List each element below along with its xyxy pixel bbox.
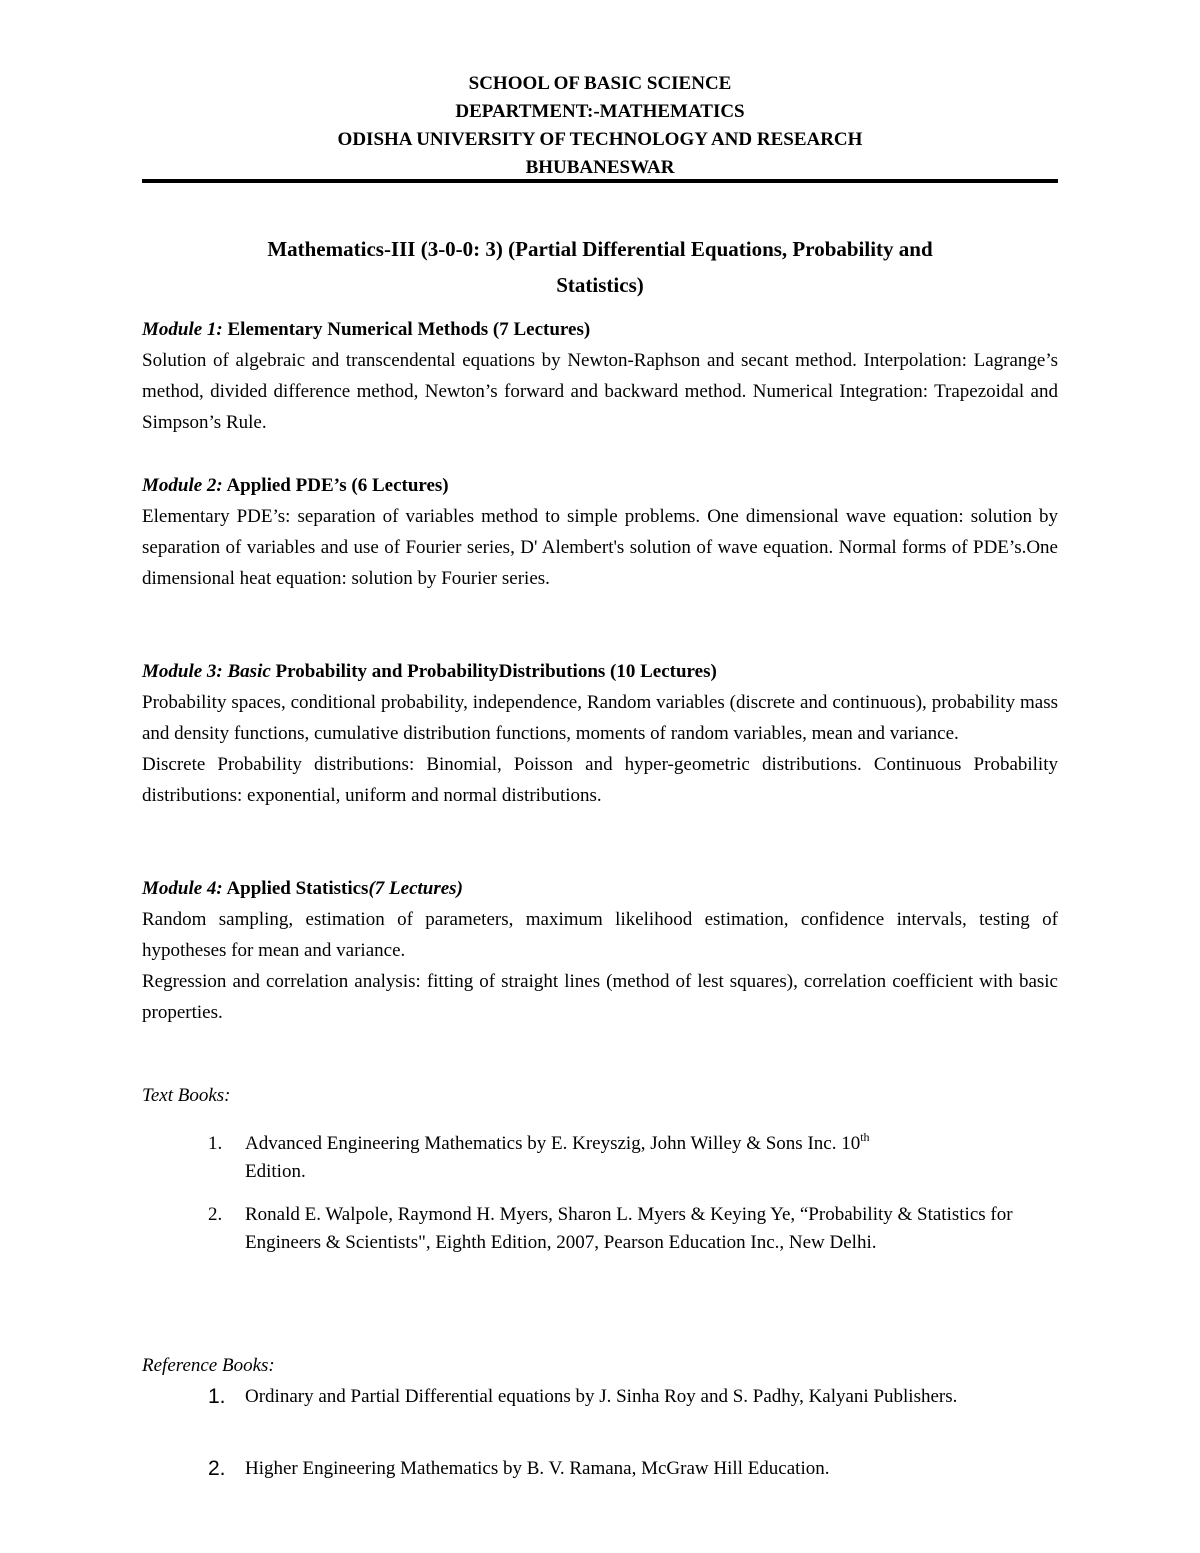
module-4-description-1: Random sampling, estimation of parameters, maximum likelihood estimation, confidence intervals, testing of hypotheses for mean and variance. — [142, 909, 1058, 961]
module-1-heading — [142, 314, 1058, 345]
module-3-title: Probability and ProbabilityDistributions (10 Lectures) — [270, 661, 717, 682]
text-book-1-text — [245, 1130, 1058, 1186]
text-book-1-superscript: th — [860, 1130, 870, 1144]
course-title — [142, 231, 1058, 303]
text-book-2-text: Ronald E. Walpole, Raymond H. Myers, Sharon L. Myers & Keying Ye, “Probability & Statistics for Engineers & Scientists", Eighth Edition, 2007, Pearson Education Inc., New Delhi. — [245, 1204, 1013, 1253]
reference-book-2 — [208, 1455, 1058, 1483]
text-book-1-number: 1. — [208, 1133, 223, 1154]
school-name: SCHOOL OF BASIC SCIENCE — [468, 73, 732, 94]
module-1 — [142, 314, 1058, 438]
text-book-1-title: Advanced Engineering Mathematics by E. Kreyszig, John Willey & Sons Inc. 10 — [245, 1133, 861, 1154]
text-book-2-number: 2. — [208, 1204, 223, 1225]
module-4 — [142, 873, 1058, 1028]
module-4-description-2: Regression and correlation analysis: fitting of straight lines (method of lest squares), correlation coefficient with basic properties. — [142, 971, 1058, 1023]
reference-book-1-text: Ordinary and Partial Differential equations by J. Sinha Roy and S. Padhy, Kalyani Publishers. — [245, 1386, 958, 1407]
module-2-heading — [142, 470, 1058, 501]
course-title-line-1: Mathematics-III (3-0-0: 3) (Partial Differential Equations, Probability and — [267, 237, 933, 261]
department-name: DEPARTMENT:-MATHEMATICS — [455, 101, 745, 122]
module-3-heading — [142, 656, 1058, 687]
module-1-label: Module 1: — [142, 319, 223, 340]
module-4-lectures: (7 Lectures) — [368, 878, 463, 899]
module-2-description: Elementary PDE’s: separation of variables method to simple problems. One dimensional wave equation: solution by separation of variables and use of Fourier series, D' Alembert's solution of wave equation. Normal forms of PDE’s.One dimensional heat equation: solution by Fourier series. — [142, 506, 1058, 589]
module-3-label: Module 3: Basic — [142, 661, 271, 682]
module-2-label: Module 2: — [142, 475, 223, 496]
module-1-title: Elementary Numerical Methods (7 Lectures) — [222, 319, 591, 340]
module-1-description: Solution of algebraic and transcendental equations by Newton-Raphson and secant method. Interpolation: Lagrange’s method, divided difference method, Newton’s forward and backward method. Numerical Integration: Trapezoidal and Simpson’s Rule. — [142, 350, 1058, 433]
university-name: ODISHA UNIVERSITY OF TECHNOLOGY AND RESEARCH — [337, 129, 863, 150]
institution-header — [142, 70, 1058, 182]
text-book-2 — [208, 1201, 1058, 1257]
header-divider — [142, 179, 1058, 183]
text-book-1-edition: Edition. — [245, 1161, 306, 1182]
city-name: BHUBANESWAR — [525, 157, 675, 178]
reference-books-label: Reference Books: — [142, 1355, 275, 1376]
text-books-label: Text Books: — [142, 1085, 231, 1106]
module-3 — [142, 656, 1058, 811]
module-4-label: Module 4: — [142, 878, 223, 899]
module-2-title: Applied PDE’s (6 Lectures) — [222, 475, 449, 496]
module-4-heading — [142, 873, 1058, 904]
module-3-description-1: Probability spaces, conditional probability, independence, Random variables (discrete and continuous), probability mass and density functions, cumulative distribution functions, moments of random variables, mean and variance. — [142, 692, 1058, 744]
reference-book-2-text: Higher Engineering Mathematics by B. V. Ramana, McGraw Hill Education. — [245, 1458, 830, 1479]
module-2 — [142, 470, 1058, 594]
course-title-line-2: Statistics) — [556, 273, 644, 297]
reference-book-1 — [208, 1383, 1058, 1411]
module-3-description-2: Discrete Probability distributions: Binomial, Poisson and hyper-geometric distributions. Continuous Probability distributions: exponential, uniform and normal distributions. — [142, 754, 1058, 806]
reference-book-2-number: 2. — [208, 1457, 226, 1480]
text-book-1 — [208, 1130, 1058, 1186]
reference-book-1-number: 1. — [208, 1385, 226, 1408]
module-4-title: Applied Statistics — [222, 878, 369, 899]
